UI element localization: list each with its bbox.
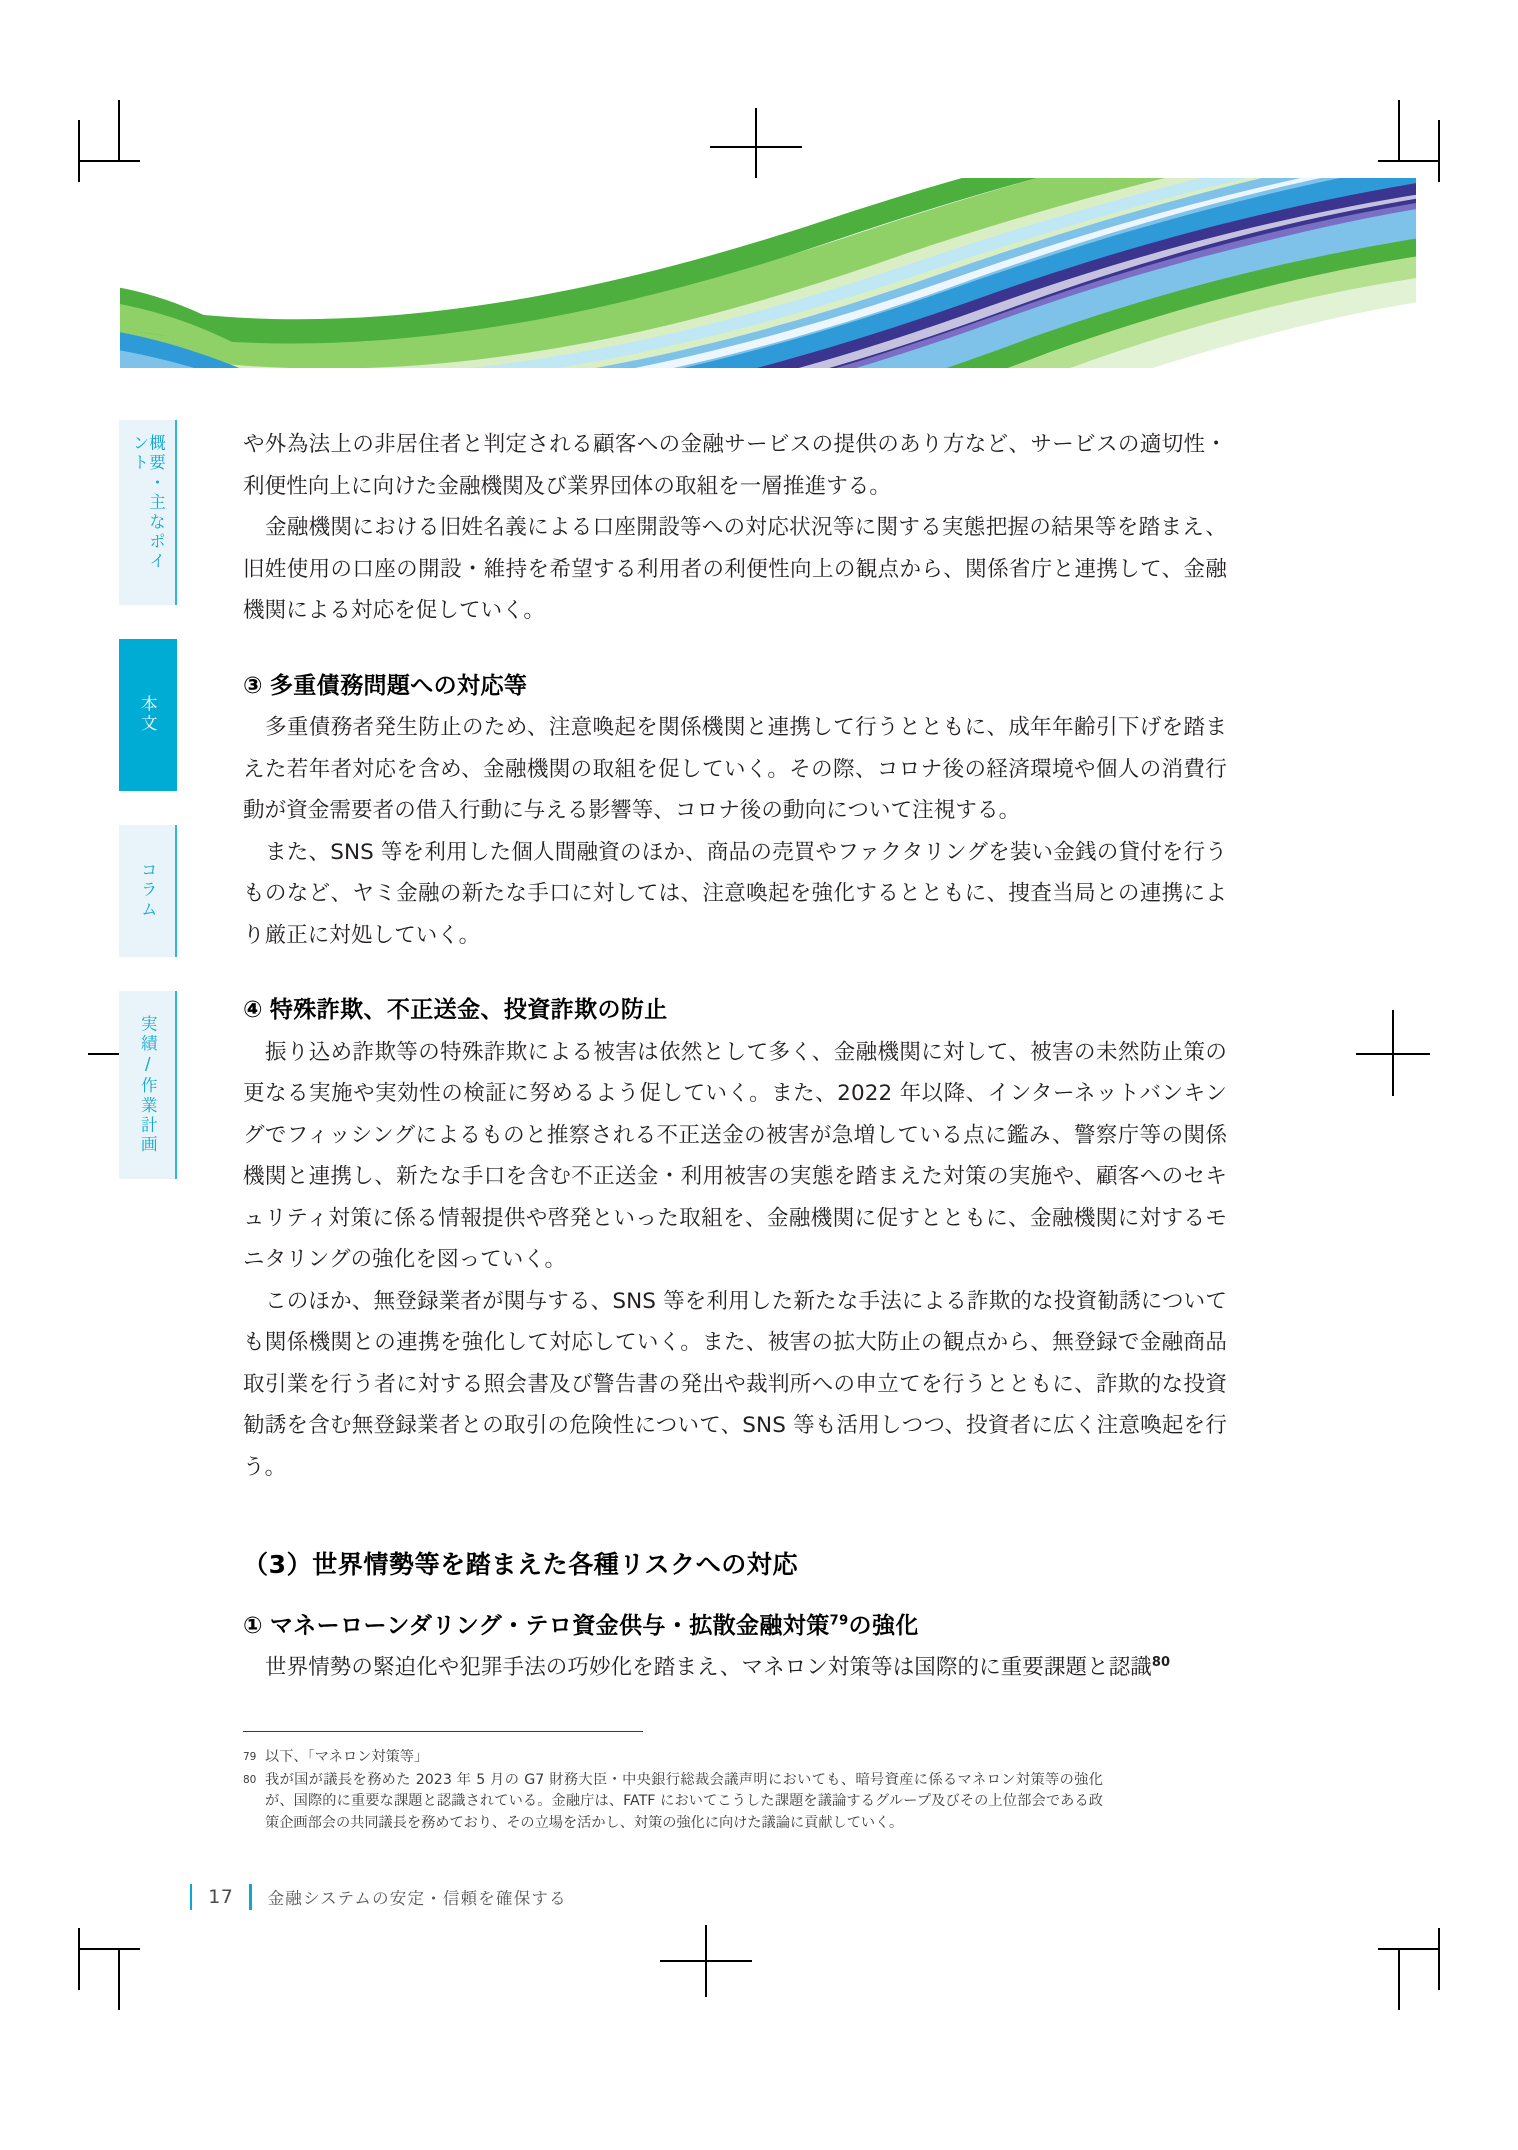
crop-mark-bottom-center-vertical bbox=[705, 1925, 707, 1997]
crop-mark-top-center-vertical bbox=[755, 108, 757, 180]
sidebar-tab-column-label: コラム bbox=[138, 861, 158, 921]
footer-chapter-title: 金融システムの安定・信頼を確保する bbox=[267, 1889, 567, 1908]
section-1-heading-text-before-ref: マネーローンダリング・テロ資金供与・拡散金融対策 bbox=[269, 1612, 830, 1639]
section-1-marker: ① bbox=[243, 1612, 263, 1639]
footnote-ref-80[interactable]: 80 bbox=[1151, 1654, 1171, 1670]
footnote-text-80: 我が国が議長を務めた 2023 年 5 月の G7 財務大臣・中央銀行総裁会議声明においても、暗号資産に係るマネロン対策等の強化が、国際的に重要な課題と認識されている。金融庁は、FATF においてこうした課題を議論するグループ及びその上位部会である政策企画部会の共同議長を務めており、その立場を活かし、対策の強化に向けた議論に貢献していく。 bbox=[265, 1771, 1103, 1831]
spacer bbox=[243, 956, 1227, 990]
header-wave-graphic bbox=[120, 178, 1416, 393]
section-3-marker: ③ bbox=[243, 672, 263, 699]
sidebar-tab-column[interactable] bbox=[119, 825, 177, 957]
main-content-column bbox=[243, 424, 1227, 1689]
sidebar-tab-overview-label: 概要・主なポイント bbox=[130, 434, 166, 572]
crop-mark-bottom-right-outer-vertical bbox=[1438, 1928, 1440, 1990]
footnote-number-79: 79 bbox=[243, 1751, 257, 1763]
page-footer bbox=[190, 1882, 567, 1912]
spacer bbox=[243, 1488, 1227, 1544]
paragraph-maiden-name-accounts: 金融機関における旧姓名義による口座開設等への対応状況等に関する実態把握の結果等を踏まえ、旧姓使用の口座の開設・維持を希望する利用者の利便性向上の観点から、関係省庁と連携して、金融機関による対応を促していく。 bbox=[243, 515, 1227, 623]
paragraph-unregistered-operators: このほか、無登録業者が関与する、SNS 等を利用した新たな手法による詐欺的な投資勧誘についても関係機関との連携を強化して対応していく。また、被害の拡大防止の観点から、無登録で金融商品取引業を行う者に対する照会書及び警告書の発出や裁判所への申立てを行うとともに、詐欺的な投資勧誘を含む無登録業者との取引の危険性について、SNS 等も活用しつつ、投資者に広く注意喚起を行う。 bbox=[243, 1288, 1227, 1480]
footnote-item-80 bbox=[243, 1770, 1103, 1835]
page-number: 17 bbox=[208, 1886, 234, 1908]
crop-mark-bottom-left-outer-vertical bbox=[78, 1928, 80, 1990]
footer-divider-rule bbox=[249, 1884, 251, 1910]
crop-mark-bottom-left-horizontal bbox=[78, 1948, 140, 1950]
section-4-marker: ④ bbox=[243, 997, 263, 1023]
crop-mark-bottom-right-horizontal bbox=[1378, 1948, 1440, 1950]
sidebar-tab-results-plan[interactable] bbox=[119, 991, 177, 1179]
footer-left-rule bbox=[190, 1884, 192, 1910]
crop-mark-bottom-right-vertical bbox=[1398, 1948, 1400, 2010]
sidebar-tab-main-text-label: 本文 bbox=[138, 695, 158, 735]
crop-mark-top-left-horizontal bbox=[78, 160, 140, 162]
paragraph-aml-global-situation bbox=[243, 1647, 1227, 1689]
footnote-text-79: 以下、「マネロン対策等」 bbox=[265, 1749, 429, 1765]
paragraph-multiple-debt-prevention: 多重債務者発生防止のため、注意喚起を関係機関と連携して行うとともに、成年年齢引下げを踏まえた若年者対応を含め、金融機関の取組を促していく。その際、コロナ後の経済環境や個人の消費行動が資金需要者の借入行動に与える影響等、コロナ後の動向について注視する。 bbox=[243, 715, 1227, 823]
spacer bbox=[243, 632, 1227, 666]
crop-mark-bottom-left-vertical bbox=[118, 1948, 120, 2010]
paragraph-aml-text: 世界情勢の緊迫化や犯罪手法の巧妙化を踏まえ、マネロン対策等は国際的に重要課題と認識 bbox=[265, 1655, 1152, 1680]
sidebar-tab-overview[interactable] bbox=[119, 420, 177, 605]
crop-mark-top-left-vertical bbox=[118, 100, 120, 162]
crop-mark-top-right-horizontal bbox=[1378, 160, 1440, 162]
paragraph-continued-from-previous-page: や外為法上の非居住者と判定される顧客への金融サービスの提供のあり方など、サービスの適切性・利便性向上に向けた金融機関及び業界団体の取組を一層推進する。 bbox=[243, 432, 1227, 499]
sidebar-tab-main-text[interactable] bbox=[119, 639, 177, 791]
footnote-ref-79[interactable]: 79 bbox=[829, 1612, 849, 1628]
section-4-heading-text: 特殊詐欺、不正送金、投資詐欺の防止 bbox=[269, 997, 668, 1023]
footnote-separator-rule bbox=[243, 1731, 643, 1732]
spacer bbox=[243, 1586, 1227, 1606]
crop-mark-right-center-vertical bbox=[1392, 1010, 1394, 1096]
heading-section-3 bbox=[243, 666, 1227, 708]
footnote-item-79 bbox=[243, 1747, 1103, 1769]
heading-section-4 bbox=[243, 990, 1227, 1032]
section-3-heading-text: 多重債務問題への対応等 bbox=[269, 672, 528, 699]
crop-mark-top-right-outer-vertical bbox=[1438, 120, 1440, 182]
section-1-heading-text-after-ref: の強化 bbox=[848, 1612, 919, 1639]
paragraph-special-fraud-countermeasures: 振り込め詐欺等の特殊詐欺による被害は依然として多く、金融機関に対して、被害の未然防止策の更なる実施や実効性の検証に努めるよう促していく。また、2022 年以降、インターネットバンキングでフィッシングによるものと推察される不正送金の被害が急増している点に鑑み、警察庁等の関係機関と連携し、新たな手口を含む不正送金・利用被害の実態を踏まえた対策の実施や、顧客へのセキュリティ対策に係る情報提供や啓発といった取組を、金融機関に促すとともに、金融機関に対するモニタリングの強化を図っていく。 bbox=[243, 1039, 1227, 1272]
heading-section-1-aml bbox=[243, 1606, 1227, 1648]
footnote-block bbox=[243, 1747, 1103, 1835]
heading-subsection-3: （3）世界情勢等を踏まえた各種リスクへの対応 bbox=[243, 1550, 799, 1579]
section-tab-rail bbox=[119, 420, 177, 1179]
footnote-number-80: 80 bbox=[243, 1773, 257, 1786]
crop-mark-top-left-outer-vertical bbox=[78, 120, 80, 182]
paragraph-sns-lending: また、SNS 等を利用した個人間融資のほか、商品の売買やファクタリングを装い金銭の貸付を行うものなど、ヤミ金融の新たな手口に対しては、注意喚起を強化するとともに、捜査当局との連携により厳正に対処していく。 bbox=[243, 839, 1227, 948]
sidebar-tab-results-plan-label: 実績/作業計画 bbox=[138, 1014, 158, 1156]
crop-mark-top-right-vertical bbox=[1398, 100, 1400, 162]
